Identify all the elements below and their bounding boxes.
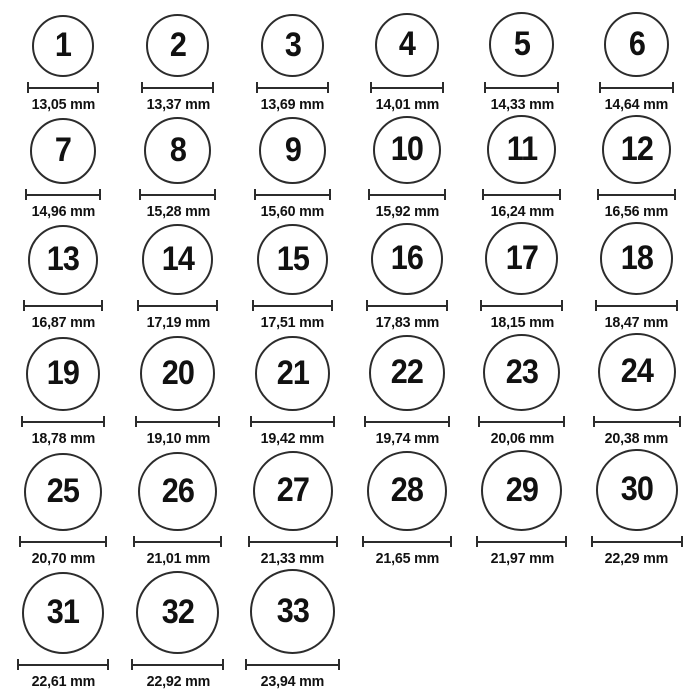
ring-size-number: 7 [55, 131, 72, 169]
diameter-label: 22,92 mm [146, 673, 210, 690]
ring-size-number: 24 [620, 352, 653, 390]
diameter-label: 19,42 mm [260, 430, 325, 447]
ring-size-item [579, 10, 694, 115]
ring-size-number: 2 [169, 25, 187, 64]
ring-circle [369, 335, 445, 411]
diameter-measure-line [139, 189, 216, 200]
ring-size-number: 29 [505, 470, 539, 509]
ring-size-number: 30 [620, 470, 653, 508]
diameter-measure-line [131, 659, 224, 670]
diameter-measure-line [25, 189, 101, 200]
ring-size-item [350, 10, 465, 115]
diameter-measure-line [133, 536, 222, 547]
diameter-label: 17,83 mm [375, 314, 440, 331]
diameter-label: 13,37 mm [146, 96, 210, 113]
ring-size-number: 13 [47, 240, 80, 278]
ring-circle [487, 115, 556, 184]
ring-circle [604, 12, 669, 77]
ring-size-number: 12 [620, 129, 653, 168]
ring-size-item [465, 222, 580, 333]
diameter-measure-line [482, 189, 561, 200]
ring-circle [32, 15, 94, 77]
ring-circle [371, 223, 443, 295]
ring-size-number: 15 [276, 239, 309, 278]
ring-size-item [465, 115, 580, 222]
ring-size-number: 26 [161, 471, 195, 510]
diameter-measure-line [23, 300, 103, 311]
ring-circle [250, 569, 335, 654]
ring-size-item [350, 333, 465, 449]
diameter-label: 21,65 mm [375, 550, 440, 567]
ring-size-item [6, 449, 121, 569]
ring-circle [373, 116, 441, 184]
diameter-measure-line [21, 416, 105, 427]
ring-circle [485, 222, 558, 295]
ring-size-number: 16 [391, 239, 424, 277]
diameter-label: 18,15 mm [490, 314, 554, 331]
ring-size-item [6, 115, 121, 222]
diameter-label: 17,51 mm [260, 314, 325, 331]
ring-size-number: 18 [620, 238, 653, 277]
diameter-label: 16,24 mm [490, 203, 554, 220]
ring-circle [596, 449, 678, 531]
ring-circle [140, 336, 215, 411]
ring-size-item [235, 222, 350, 333]
ring-circle [600, 222, 673, 295]
diameter-label: 16,87 mm [31, 314, 96, 331]
ring-size-item [121, 333, 236, 449]
ring-circle [22, 572, 104, 654]
ring-circle [261, 14, 324, 77]
diameter-measure-line [362, 536, 452, 547]
diameter-measure-line [370, 82, 444, 93]
ring-circle [138, 452, 217, 531]
ring-size-item [6, 10, 121, 115]
ring-circle [30, 118, 96, 184]
ring-size-number: 22 [391, 353, 424, 391]
diameter-label: 14,01 mm [375, 96, 440, 113]
ring-size-item [121, 569, 236, 692]
diameter-measure-line [597, 189, 676, 200]
diameter-measure-line [27, 82, 99, 93]
diameter-measure-line [480, 300, 563, 311]
ring-size-item [350, 222, 465, 333]
ring-size-number: 27 [276, 471, 309, 509]
diameter-measure-line [593, 416, 681, 427]
ring-size-item [235, 449, 350, 569]
ring-size-number: 10 [391, 130, 424, 168]
diameter-measure-line [591, 536, 683, 547]
ring-size-number: 20 [161, 353, 195, 392]
ring-circle [602, 115, 671, 184]
diameter-measure-line [478, 416, 565, 427]
ring-size-item [235, 115, 350, 222]
diameter-measure-line [17, 659, 109, 670]
ring-size-item [579, 222, 694, 333]
diameter-label: 17,19 mm [146, 314, 210, 331]
diameter-measure-line [595, 300, 678, 311]
ring-size-item [6, 569, 121, 692]
ring-circle [26, 337, 100, 411]
ring-size-number: 4 [399, 25, 416, 63]
ring-size-item [121, 222, 236, 333]
ring-circle [253, 451, 333, 531]
ring-circle [255, 336, 330, 411]
ring-size-number: 17 [505, 238, 539, 277]
ring-circle [142, 224, 213, 295]
ring-circle [144, 117, 211, 184]
ring-size-item [235, 333, 350, 449]
diameter-label: 15,92 mm [375, 203, 440, 220]
ring-circle [483, 334, 560, 411]
ring-size-item [235, 569, 350, 692]
diameter-measure-line [368, 189, 446, 200]
ring-circle [375, 13, 439, 77]
ring-size-item [121, 10, 236, 115]
ring-size-item [579, 449, 694, 569]
ring-size-item [6, 333, 121, 449]
diameter-measure-line [250, 416, 335, 427]
diameter-label: 13,05 mm [31, 96, 96, 113]
ring-circle [28, 225, 98, 295]
ring-size-item [6, 222, 121, 333]
diameter-measure-line [476, 536, 567, 547]
diameter-measure-line [19, 536, 107, 547]
diameter-measure-line [484, 82, 559, 93]
ring-size-item [579, 333, 694, 449]
diameter-label: 14,64 mm [604, 96, 669, 113]
ring-size-item [350, 449, 465, 569]
diameter-label: 20,38 mm [604, 430, 669, 447]
ring-size-number: 21 [276, 353, 309, 392]
ring-size-number: 31 [47, 593, 80, 631]
ring-circle [259, 117, 326, 184]
diameter-measure-line [245, 659, 340, 670]
diameter-label: 21,33 mm [260, 550, 325, 567]
ring-size-number: 23 [505, 352, 539, 391]
ring-size-item [465, 10, 580, 115]
diameter-label: 21,97 mm [490, 550, 554, 567]
diameter-measure-line [248, 536, 338, 547]
ring-size-item [121, 115, 236, 222]
diameter-label: 13,69 mm [260, 96, 325, 113]
diameter-label: 20,06 mm [490, 430, 554, 447]
diameter-label: 15,28 mm [146, 203, 210, 220]
ring-size-number: 33 [276, 591, 309, 630]
diameter-label: 14,96 mm [31, 203, 96, 220]
ring-circle [257, 224, 328, 295]
diameter-label: 23,94 mm [260, 673, 325, 690]
ring-circle [146, 14, 209, 77]
diameter-label: 22,29 mm [604, 550, 669, 567]
ring-size-number: 6 [628, 24, 645, 63]
diameter-measure-line [141, 82, 214, 93]
diameter-measure-line [366, 300, 448, 311]
diameter-label: 20,70 mm [31, 550, 96, 567]
ring-size-number: 11 [506, 129, 538, 168]
diameter-label: 14,33 mm [490, 96, 554, 113]
ring-circle [598, 333, 676, 411]
diameter-measure-line [256, 82, 329, 93]
diameter-label: 19,74 mm [375, 430, 440, 447]
ring-circle [136, 571, 219, 654]
ring-size-item [121, 449, 236, 569]
diameter-measure-line [364, 416, 450, 427]
ring-size-number: 1 [55, 26, 72, 64]
ring-size-number: 3 [284, 25, 301, 64]
ring-size-item [350, 115, 465, 222]
ring-circle [489, 12, 554, 77]
ring-size-number: 28 [391, 471, 424, 509]
ring-size-number: 9 [284, 130, 301, 169]
ring-size-item [465, 333, 580, 449]
ring-size-item [465, 449, 580, 569]
diameter-label: 16,56 mm [604, 203, 669, 220]
diameter-measure-line [599, 82, 674, 93]
ring-circle [367, 451, 447, 531]
diameter-label: 21,01 mm [146, 550, 210, 567]
diameter-label: 15,60 mm [260, 203, 325, 220]
ring-size-item [579, 115, 694, 222]
ring-size-number: 14 [161, 239, 195, 278]
diameter-measure-line [135, 416, 220, 427]
ring-size-number: 32 [161, 592, 195, 631]
ring-size-number: 5 [513, 24, 531, 63]
diameter-measure-line [254, 189, 331, 200]
diameter-label: 22,61 mm [31, 673, 96, 690]
diameter-label: 18,47 mm [604, 314, 669, 331]
diameter-measure-line [252, 300, 333, 311]
ring-size-number: 25 [47, 472, 80, 510]
diameter-label: 18,78 mm [31, 430, 96, 447]
diameter-label: 19,10 mm [146, 430, 210, 447]
ring-size-item [235, 10, 350, 115]
ring-circle [481, 450, 562, 531]
diameter-measure-line [137, 300, 218, 311]
ring-size-number: 8 [169, 130, 187, 169]
ring-size-number: 19 [47, 354, 80, 392]
ring-circle [24, 453, 102, 531]
